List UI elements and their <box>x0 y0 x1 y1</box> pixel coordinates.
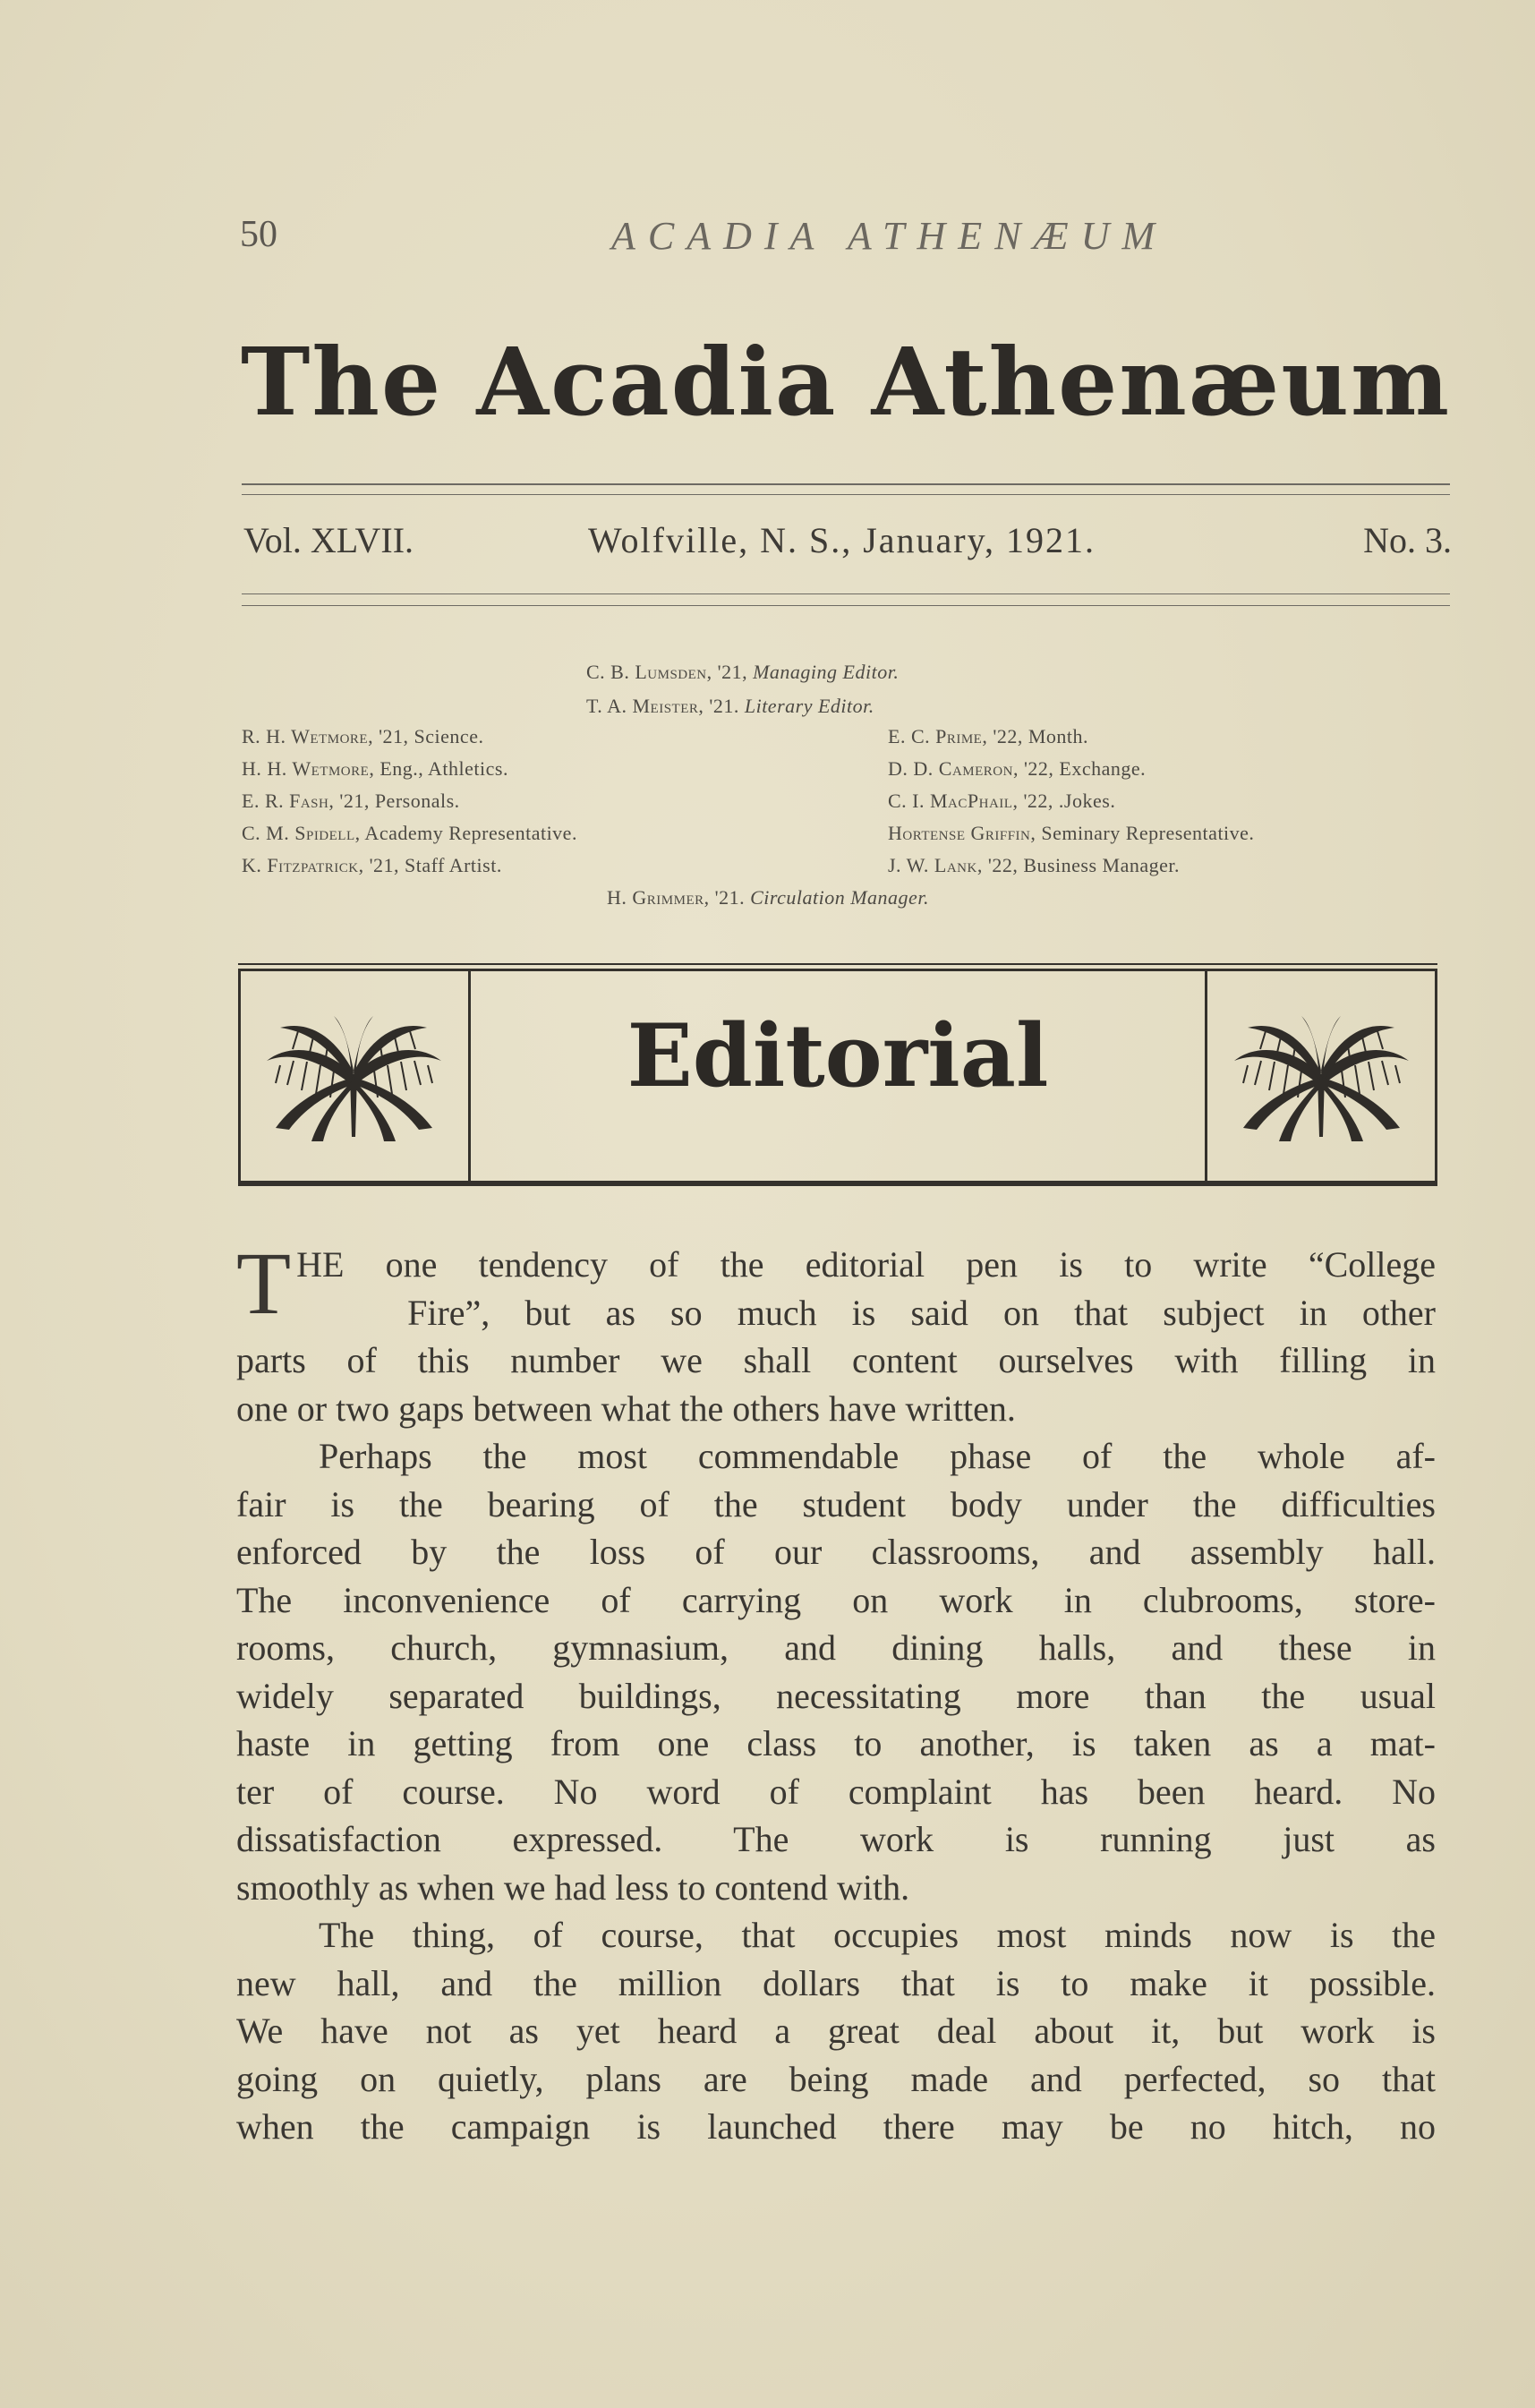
issue-rule-2 <box>242 605 1450 606</box>
text-line: when the campaign is launched there may be no hitch, no <box>236 2106 1436 2147</box>
masthead-rule-top-2 <box>242 494 1450 495</box>
staff-detail: , Seminary Representative. <box>1030 822 1255 844</box>
staff-name: E. C. Prime <box>888 725 983 747</box>
palm-ornament-left-icon <box>262 1012 446 1146</box>
staff-literary-editor <box>586 695 874 718</box>
staff-detail: , '21, Science. <box>368 725 484 747</box>
text-line: widely separated buildings, necessitating more than the usual <box>236 1675 1436 1716</box>
staff-left-1 <box>242 725 483 748</box>
banner-rule-top <box>238 963 1437 965</box>
staff-name: R. H. Wetmore <box>242 725 369 747</box>
staff-detail: , '21, Staff Artist. <box>358 854 502 876</box>
staff-name: J. W. Lank <box>888 854 977 876</box>
staff-left-5 <box>242 854 502 877</box>
staff-right-5 <box>888 854 1180 877</box>
page-number: 50 <box>240 214 277 255</box>
text-line: The thing, of course, that occupies most minds now is the <box>319 1915 1436 1955</box>
text-line: HE one tendency of the editorial pen is to write “College <box>296 1244 1436 1285</box>
volume: Vol. XLVII. <box>243 520 414 560</box>
banner-rule-bottom <box>238 1183 1437 1186</box>
text-line: new hall, and the million dollars that is to make it possible. <box>236 1962 1436 2003</box>
staff-left-3 <box>242 790 460 813</box>
staff-circulation-manager <box>607 886 929 909</box>
editorial-body <box>236 1234 1436 2151</box>
staff-right-1 <box>888 725 1088 748</box>
text-line: dissatisfaction expressed. The work is running just as <box>236 1819 1436 1859</box>
staff-detail: , Eng., Athletics. <box>369 757 508 780</box>
drop-cap: T <box>236 1234 292 1333</box>
staff-role: Literary Editor. <box>744 695 874 717</box>
text-line: smoothly as when we had less to contend with. <box>236 1866 910 1908</box>
place-date: Wolfville, N. S., January, 1921. <box>588 520 1096 560</box>
staff-detail: , '21, Personals. <box>328 790 460 812</box>
staff-name: C. B. Lumsden <box>586 661 707 683</box>
text-line: Fire”, but as so much is said on that subject in other <box>407 1292 1436 1333</box>
staff-role: Managing Editor. <box>753 661 900 683</box>
staff-managing-editor <box>586 661 899 684</box>
staff-name: Hortense Griffin <box>888 822 1031 844</box>
staff-detail: , '22, Business Manager. <box>976 854 1181 876</box>
running-head <box>240 213 1457 267</box>
staff-right-3 <box>888 790 1115 813</box>
staff-name: C. I. MacPhail <box>888 790 1013 812</box>
text-line: ter of course. No word of complaint has been heard. No <box>236 1771 1436 1812</box>
paragraph-2 <box>236 1432 1436 1911</box>
paragraph-1 <box>236 1234 1436 1432</box>
text-line: We have not as yet heard a great deal about it, but work is <box>236 2011 1436 2051</box>
staff-detail: , '22, Month. <box>982 725 1088 747</box>
staff-left-2 <box>242 757 508 781</box>
text-line: haste in getting from one class to another, is taken as a mat- <box>236 1723 1436 1763</box>
staff-detail: , '22, Exchange. <box>1012 757 1147 780</box>
staff-name: H. H. Wetmore <box>242 757 370 780</box>
staff-name: H. Grimmer <box>607 886 704 909</box>
text-line: fair is the bearing of the student body under the difficulties <box>236 1483 1436 1524</box>
issue-number: No. 3. <box>1363 520 1452 560</box>
staff-year: , '21. <box>704 886 751 909</box>
masthead-title: The Acadia Athenæum <box>241 327 1451 437</box>
staff-year: , '21, <box>706 661 754 683</box>
staff-role: Circulation Manager. <box>750 886 929 909</box>
text-line: going on quietly, plans are being made and perfected, so that <box>236 2058 1436 2099</box>
text-line: parts of this number we shall content ourselves with filling in <box>236 1340 1436 1380</box>
staff-detail: , '22, .Jokes. <box>1012 790 1116 812</box>
staff-right-2 <box>888 757 1146 781</box>
staff-name: K. Fitzpatrick <box>242 854 359 876</box>
staff-right-4 <box>888 822 1254 845</box>
running-title: ACADIA ATHENÆUM <box>611 214 1168 258</box>
editorial-heading: Editorial <box>627 1005 1049 1106</box>
staff-detail: , Academy Representative. <box>354 822 577 844</box>
text-line: Perhaps the most commendable phase of the whole af- <box>319 1436 1436 1476</box>
staff-name: E. R. Fash <box>242 790 329 812</box>
staff-year: , '21. <box>698 695 745 717</box>
masthead-rule-top <box>242 483 1450 485</box>
issue-line <box>243 519 1452 564</box>
staff-left-4 <box>242 822 577 845</box>
staff-name: C. M. Spidell <box>242 822 355 844</box>
staff-name: T. A. Meister <box>586 695 699 717</box>
issue-rule-1 <box>242 593 1450 594</box>
text-line: The inconvenience of carrying on work in clubrooms, store- <box>236 1579 1436 1620</box>
text-line: one or two gaps between what the others have written. <box>236 1388 1016 1429</box>
editorial-banner <box>238 969 1437 1183</box>
masthead <box>237 327 1454 437</box>
text-line: enforced by the loss of our classrooms, and assembly hall. <box>236 1532 1436 1572</box>
text-line: rooms, church, gymnasium, and dining halls, and these in <box>236 1627 1436 1668</box>
paragraph-3 <box>236 1911 1436 2151</box>
staff-name: D. D. Cameron <box>888 757 1013 780</box>
palm-ornament-right-icon <box>1230 1012 1413 1146</box>
